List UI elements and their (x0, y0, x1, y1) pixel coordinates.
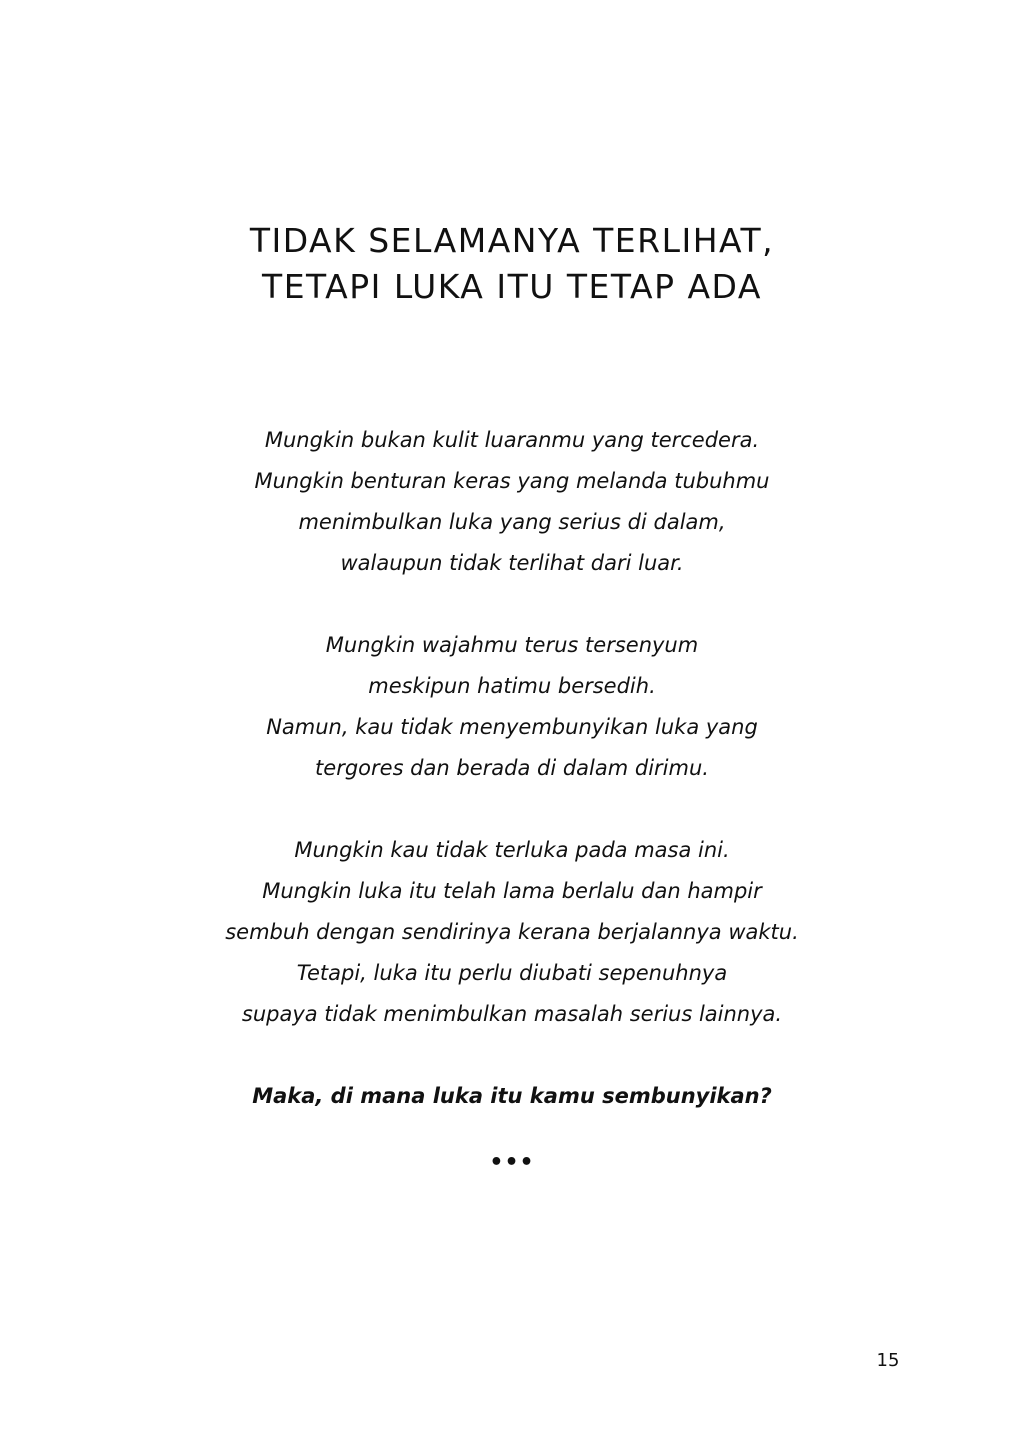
stanza-2 (0, 625, 1024, 789)
poem-line: Mungkin benturan keras yang melanda tubuhmu (254, 469, 770, 493)
poem-line: menimbulkan luka yang serius di dalam, (298, 510, 726, 534)
poem-line: Mungkin luka itu telah lama berlalu dan hampir (262, 879, 762, 903)
poem-line: Namun, kau tidak menyembunyikan luka yang (266, 715, 758, 739)
stanza-3 (0, 830, 1024, 1035)
stanza-1 (0, 420, 1024, 584)
poem-line: Mungkin kau tidak terluka pada masa ini. (294, 838, 730, 862)
poem-line: Tetapi, luka itu perlu diubati sepenuhnya (296, 961, 728, 985)
page-title (0, 218, 1024, 310)
page-number: 15 (876, 1350, 900, 1371)
poem-line: tergores dan berada di dalam dirimu. (315, 756, 709, 780)
closing-question: Maka, di mana luka itu kamu sembunyikan? (252, 1084, 772, 1108)
poem-line: Mungkin bukan kulit luaranmu yang tercedera. (264, 428, 760, 452)
poem-line: supaya tidak menimbulkan masalah serius lainnya. (241, 1002, 783, 1026)
poem-line: sembuh dengan sendirinya kerana berjalannya waktu. (225, 920, 799, 944)
poem-line: walaupun tidak terlihat dari luar. (340, 551, 684, 575)
poem-line: meskipun hatimu bersedih. (368, 674, 656, 698)
poem-body (0, 420, 1024, 1183)
poem-line: Mungkin wajahmu terus tersenyum (325, 633, 699, 657)
title-line-2: TETAPI LUKA ITU TETAP ADA (262, 267, 762, 306)
title-line-1: TIDAK SELAMANYA TERLIHAT, (249, 221, 775, 260)
section-break-ellipsis: ••• (489, 1150, 535, 1175)
